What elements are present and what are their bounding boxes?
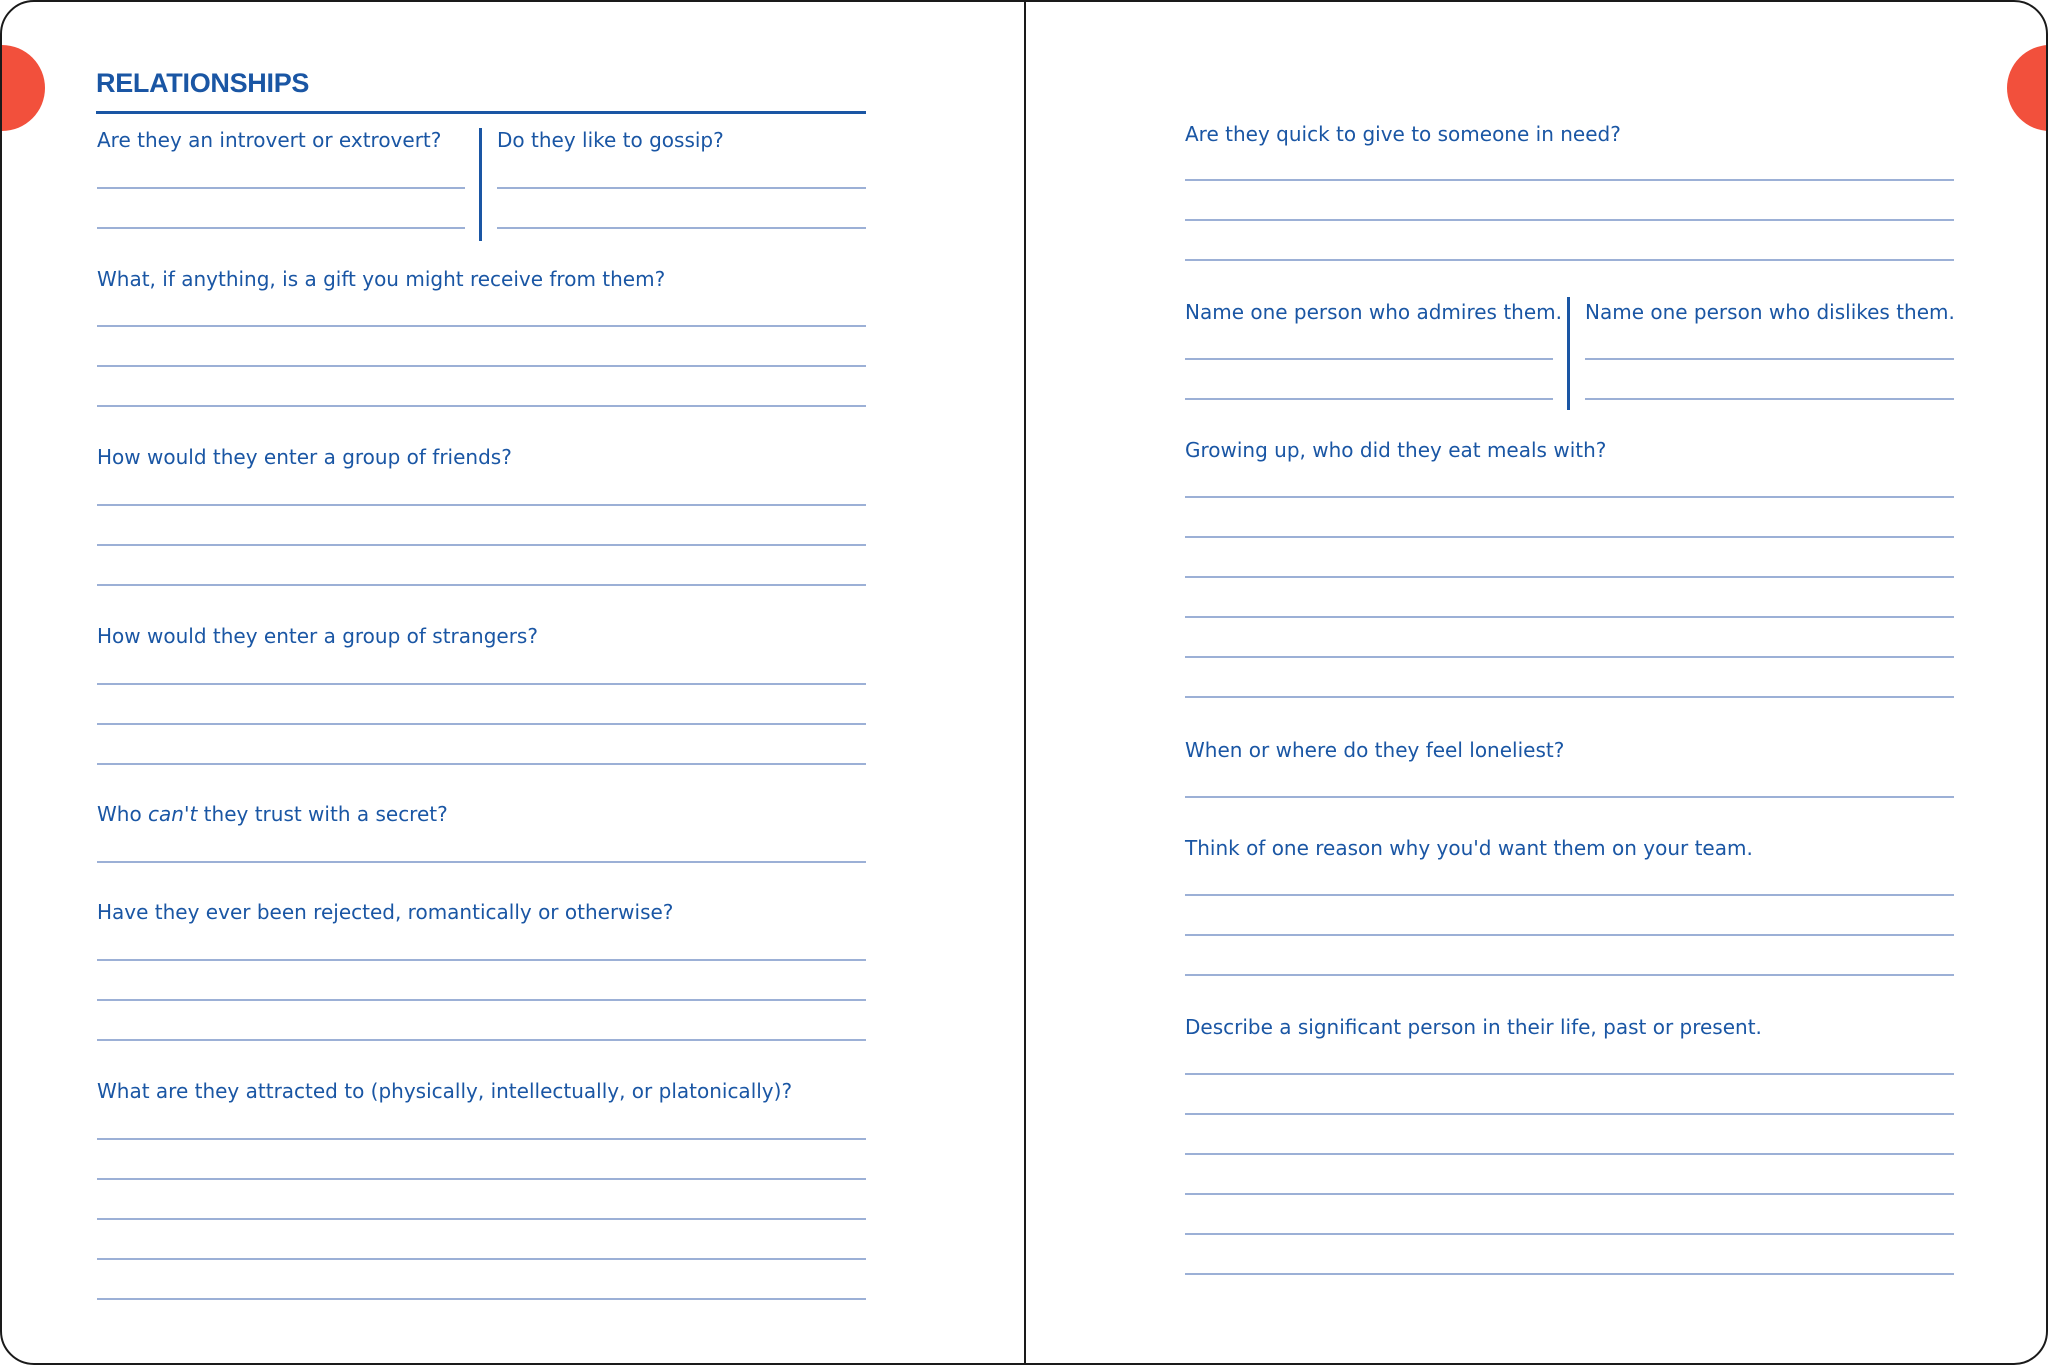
answer-line[interactable]: [97, 187, 465, 189]
answer-line[interactable]: [97, 763, 866, 765]
right-page-tab: [2007, 45, 2048, 131]
answer-line[interactable]: [1585, 358, 1954, 360]
answer-line[interactable]: [1185, 536, 1954, 538]
answer-line[interactable]: [97, 1258, 866, 1260]
answer-line[interactable]: [497, 187, 866, 189]
answer-line[interactable]: [97, 227, 465, 229]
answer-line[interactable]: [1185, 696, 1954, 698]
question-secret: Who can't they trust with a secret?: [97, 802, 448, 826]
question-team-reason: Think of one reason why you'd want them on your team.: [1185, 836, 1753, 860]
answer-line[interactable]: [1185, 894, 1954, 896]
answer-line[interactable]: [1185, 496, 1954, 498]
answer-line[interactable]: [97, 1178, 866, 1180]
column-divider: [1567, 297, 1570, 410]
answer-line[interactable]: [97, 405, 866, 407]
answer-line[interactable]: [1185, 219, 1954, 221]
answer-line[interactable]: [97, 1218, 866, 1220]
answer-line[interactable]: [97, 584, 866, 586]
question-attracted-to: What are they attracted to (physically, intellectually, or platonically)?: [97, 1079, 793, 1103]
question-significant-person: Describe a significant person in their life, past or present.: [1185, 1015, 1762, 1039]
question-meals: Growing up, who did they eat meals with?: [1185, 438, 1607, 462]
question-rejected: Have they ever been rejected, romantically or otherwise?: [97, 900, 674, 924]
answer-line[interactable]: [1585, 398, 1954, 400]
answer-line[interactable]: [97, 861, 866, 863]
answer-line[interactable]: [1185, 1113, 1954, 1115]
answer-line[interactable]: [1185, 179, 1954, 181]
answer-line[interactable]: [97, 683, 866, 685]
left-page-tab: [0, 45, 45, 131]
question-group-of-strangers: How would they enter a group of strangers?: [97, 624, 538, 648]
answer-line[interactable]: [1185, 358, 1553, 360]
answer-line[interactable]: [97, 1298, 866, 1300]
answer-line[interactable]: [1185, 1073, 1954, 1075]
answer-line[interactable]: [97, 504, 866, 506]
answer-line[interactable]: [1185, 974, 1954, 976]
answer-line[interactable]: [97, 999, 866, 1001]
question-admirer: Name one person who admires them.: [1185, 300, 1562, 324]
emphasis-cant: can't: [148, 802, 198, 826]
answer-line[interactable]: [497, 227, 866, 229]
question-gossip: Do they like to gossip?: [497, 128, 724, 152]
answer-line[interactable]: [1185, 1193, 1954, 1195]
answer-line[interactable]: [1185, 1153, 1954, 1155]
answer-line[interactable]: [97, 1039, 866, 1041]
question-disliker: Name one person who dislikes them.: [1585, 300, 1955, 324]
page-spine: [1024, 2, 1026, 1365]
answer-line[interactable]: [1185, 259, 1954, 261]
question-group-of-friends: How would they enter a group of friends?: [97, 445, 512, 469]
question-introvert-extrovert: Are they an introvert or extrovert?: [97, 128, 442, 152]
column-divider: [479, 128, 482, 241]
answer-line[interactable]: [1185, 656, 1954, 658]
answer-line[interactable]: [1185, 1273, 1954, 1275]
answer-line[interactable]: [1185, 934, 1954, 936]
section-title: RELATIONSHIPS: [96, 68, 310, 98]
answer-line[interactable]: [97, 544, 866, 546]
answer-line[interactable]: [97, 723, 866, 725]
section-title-rule: [96, 111, 866, 114]
answer-line[interactable]: [1185, 576, 1954, 578]
answer-line[interactable]: [97, 325, 866, 327]
answer-line[interactable]: [97, 1138, 866, 1140]
answer-line[interactable]: [97, 365, 866, 367]
answer-line[interactable]: [1185, 1233, 1954, 1235]
question-give-to-someone: Are they quick to give to someone in need?: [1185, 122, 1621, 146]
answer-line[interactable]: [1185, 398, 1553, 400]
answer-line[interactable]: [97, 959, 866, 961]
question-loneliest: When or where do they feel loneliest?: [1185, 738, 1565, 762]
answer-line[interactable]: [1185, 796, 1954, 798]
answer-line[interactable]: [1185, 616, 1954, 618]
question-gift: What, if anything, is a gift you might receive from them?: [97, 267, 666, 291]
